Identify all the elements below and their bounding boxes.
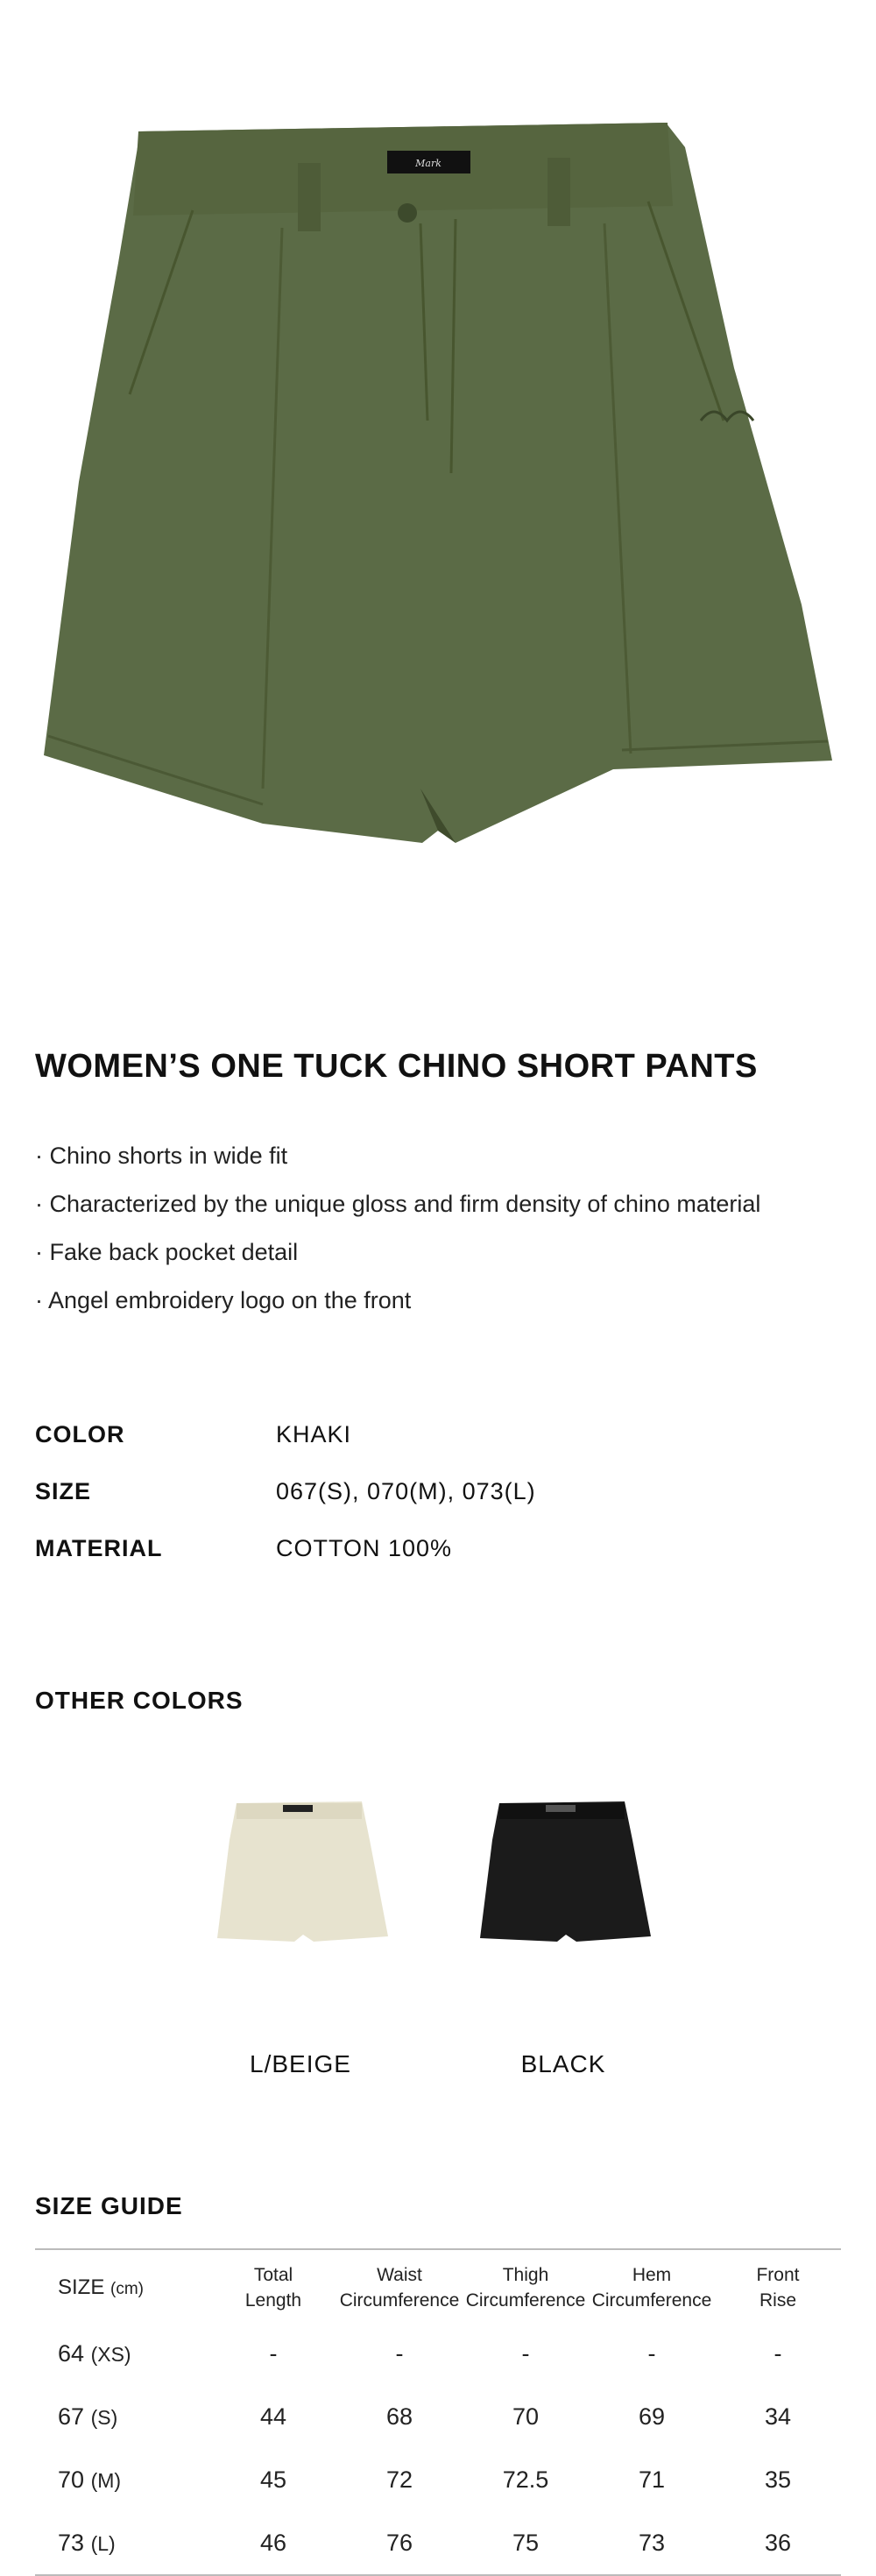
value-cell: - xyxy=(774,2339,782,2367)
header-size: SIZE (cm) xyxy=(58,2275,144,2299)
header-hem: Hem Circumference xyxy=(591,2265,712,2311)
spec-key: SIZE xyxy=(35,1478,92,1504)
value-cell: 76 xyxy=(385,2529,413,2556)
other-colors-title: OTHER COLORS xyxy=(35,1687,244,1714)
swatch-beige[interactable] xyxy=(182,1787,419,1954)
feature-item: · Chino shorts in wide fit xyxy=(35,1143,288,1169)
value-cell: 36 xyxy=(764,2529,792,2556)
value-cell: 34 xyxy=(764,2403,792,2430)
value-cell: - xyxy=(521,2339,530,2367)
value-cell: 45 xyxy=(259,2466,287,2493)
value-cell: 69 xyxy=(638,2403,666,2430)
khaki-shorts-illustration xyxy=(0,0,876,964)
feature-item: · Fake back pocket detail xyxy=(35,1239,299,1265)
value-cell: - xyxy=(647,2339,656,2367)
table-row xyxy=(35,2322,841,2385)
feature-item: · Angel embroidery logo on the front xyxy=(35,1287,412,1313)
spec-key: MATERIAL xyxy=(35,1535,163,1561)
value-cell: 71 xyxy=(638,2466,666,2493)
value-cell: - xyxy=(269,2339,278,2367)
value-cell: 72.5 xyxy=(502,2466,549,2493)
table-row xyxy=(35,2385,841,2448)
size-cell: 70 (M) xyxy=(58,2466,122,2493)
swatch-label-beige[interactable]: L/BEIGE xyxy=(250,2050,351,2077)
table-row xyxy=(35,2511,841,2575)
feature-item: · Characterized by the unique gloss and firm density of chino material xyxy=(35,1191,761,1217)
header-front-rise: Front Rise xyxy=(756,2265,800,2311)
value-cell: - xyxy=(395,2339,404,2367)
swatch-label-black[interactable]: BLACK xyxy=(520,2050,606,2077)
spec-key: COLOR xyxy=(35,1421,125,1447)
value-cell: 73 xyxy=(638,2529,666,2556)
feature-list xyxy=(35,1132,760,1325)
spec-value: COTTON 100% xyxy=(276,1535,453,1561)
value-cell: 70 xyxy=(512,2403,540,2430)
size-table-header xyxy=(35,2249,841,2322)
beige-shorts-thumbnail[interactable] xyxy=(208,1787,392,1954)
value-cell: 72 xyxy=(385,2466,413,2493)
header-thigh: Thigh Circumference xyxy=(465,2265,586,2311)
swatch-black[interactable] xyxy=(445,1787,682,1954)
spec-value: 067(S), 070(M), 073(L) xyxy=(276,1478,536,1504)
size-cell: 73 (L) xyxy=(58,2529,116,2556)
spec-value: KHAKI xyxy=(276,1421,352,1447)
size-cell: 64 (XS) xyxy=(58,2339,131,2367)
header-total-length: Total Length xyxy=(244,2265,302,2311)
value-cell: 46 xyxy=(259,2529,287,2556)
value-cell: 35 xyxy=(764,2466,792,2493)
svg-text:Mark: Mark xyxy=(415,158,442,169)
size-guide-title: SIZE GUIDE xyxy=(35,2192,183,2219)
header-waist: Waist Circumference xyxy=(339,2265,460,2311)
table-row xyxy=(35,2448,841,2511)
black-shorts-thumbnail[interactable] xyxy=(471,1787,655,1954)
value-cell: 68 xyxy=(385,2403,413,2430)
product-image xyxy=(0,0,876,964)
product-title: WOMEN’S ONE TUCK CHINO SHORT PANTS xyxy=(35,1048,758,1085)
size-guide-table xyxy=(35,2248,841,2576)
size-cell: 67 (S) xyxy=(58,2403,118,2430)
value-cell: 44 xyxy=(259,2403,287,2430)
value-cell: 75 xyxy=(512,2529,540,2556)
